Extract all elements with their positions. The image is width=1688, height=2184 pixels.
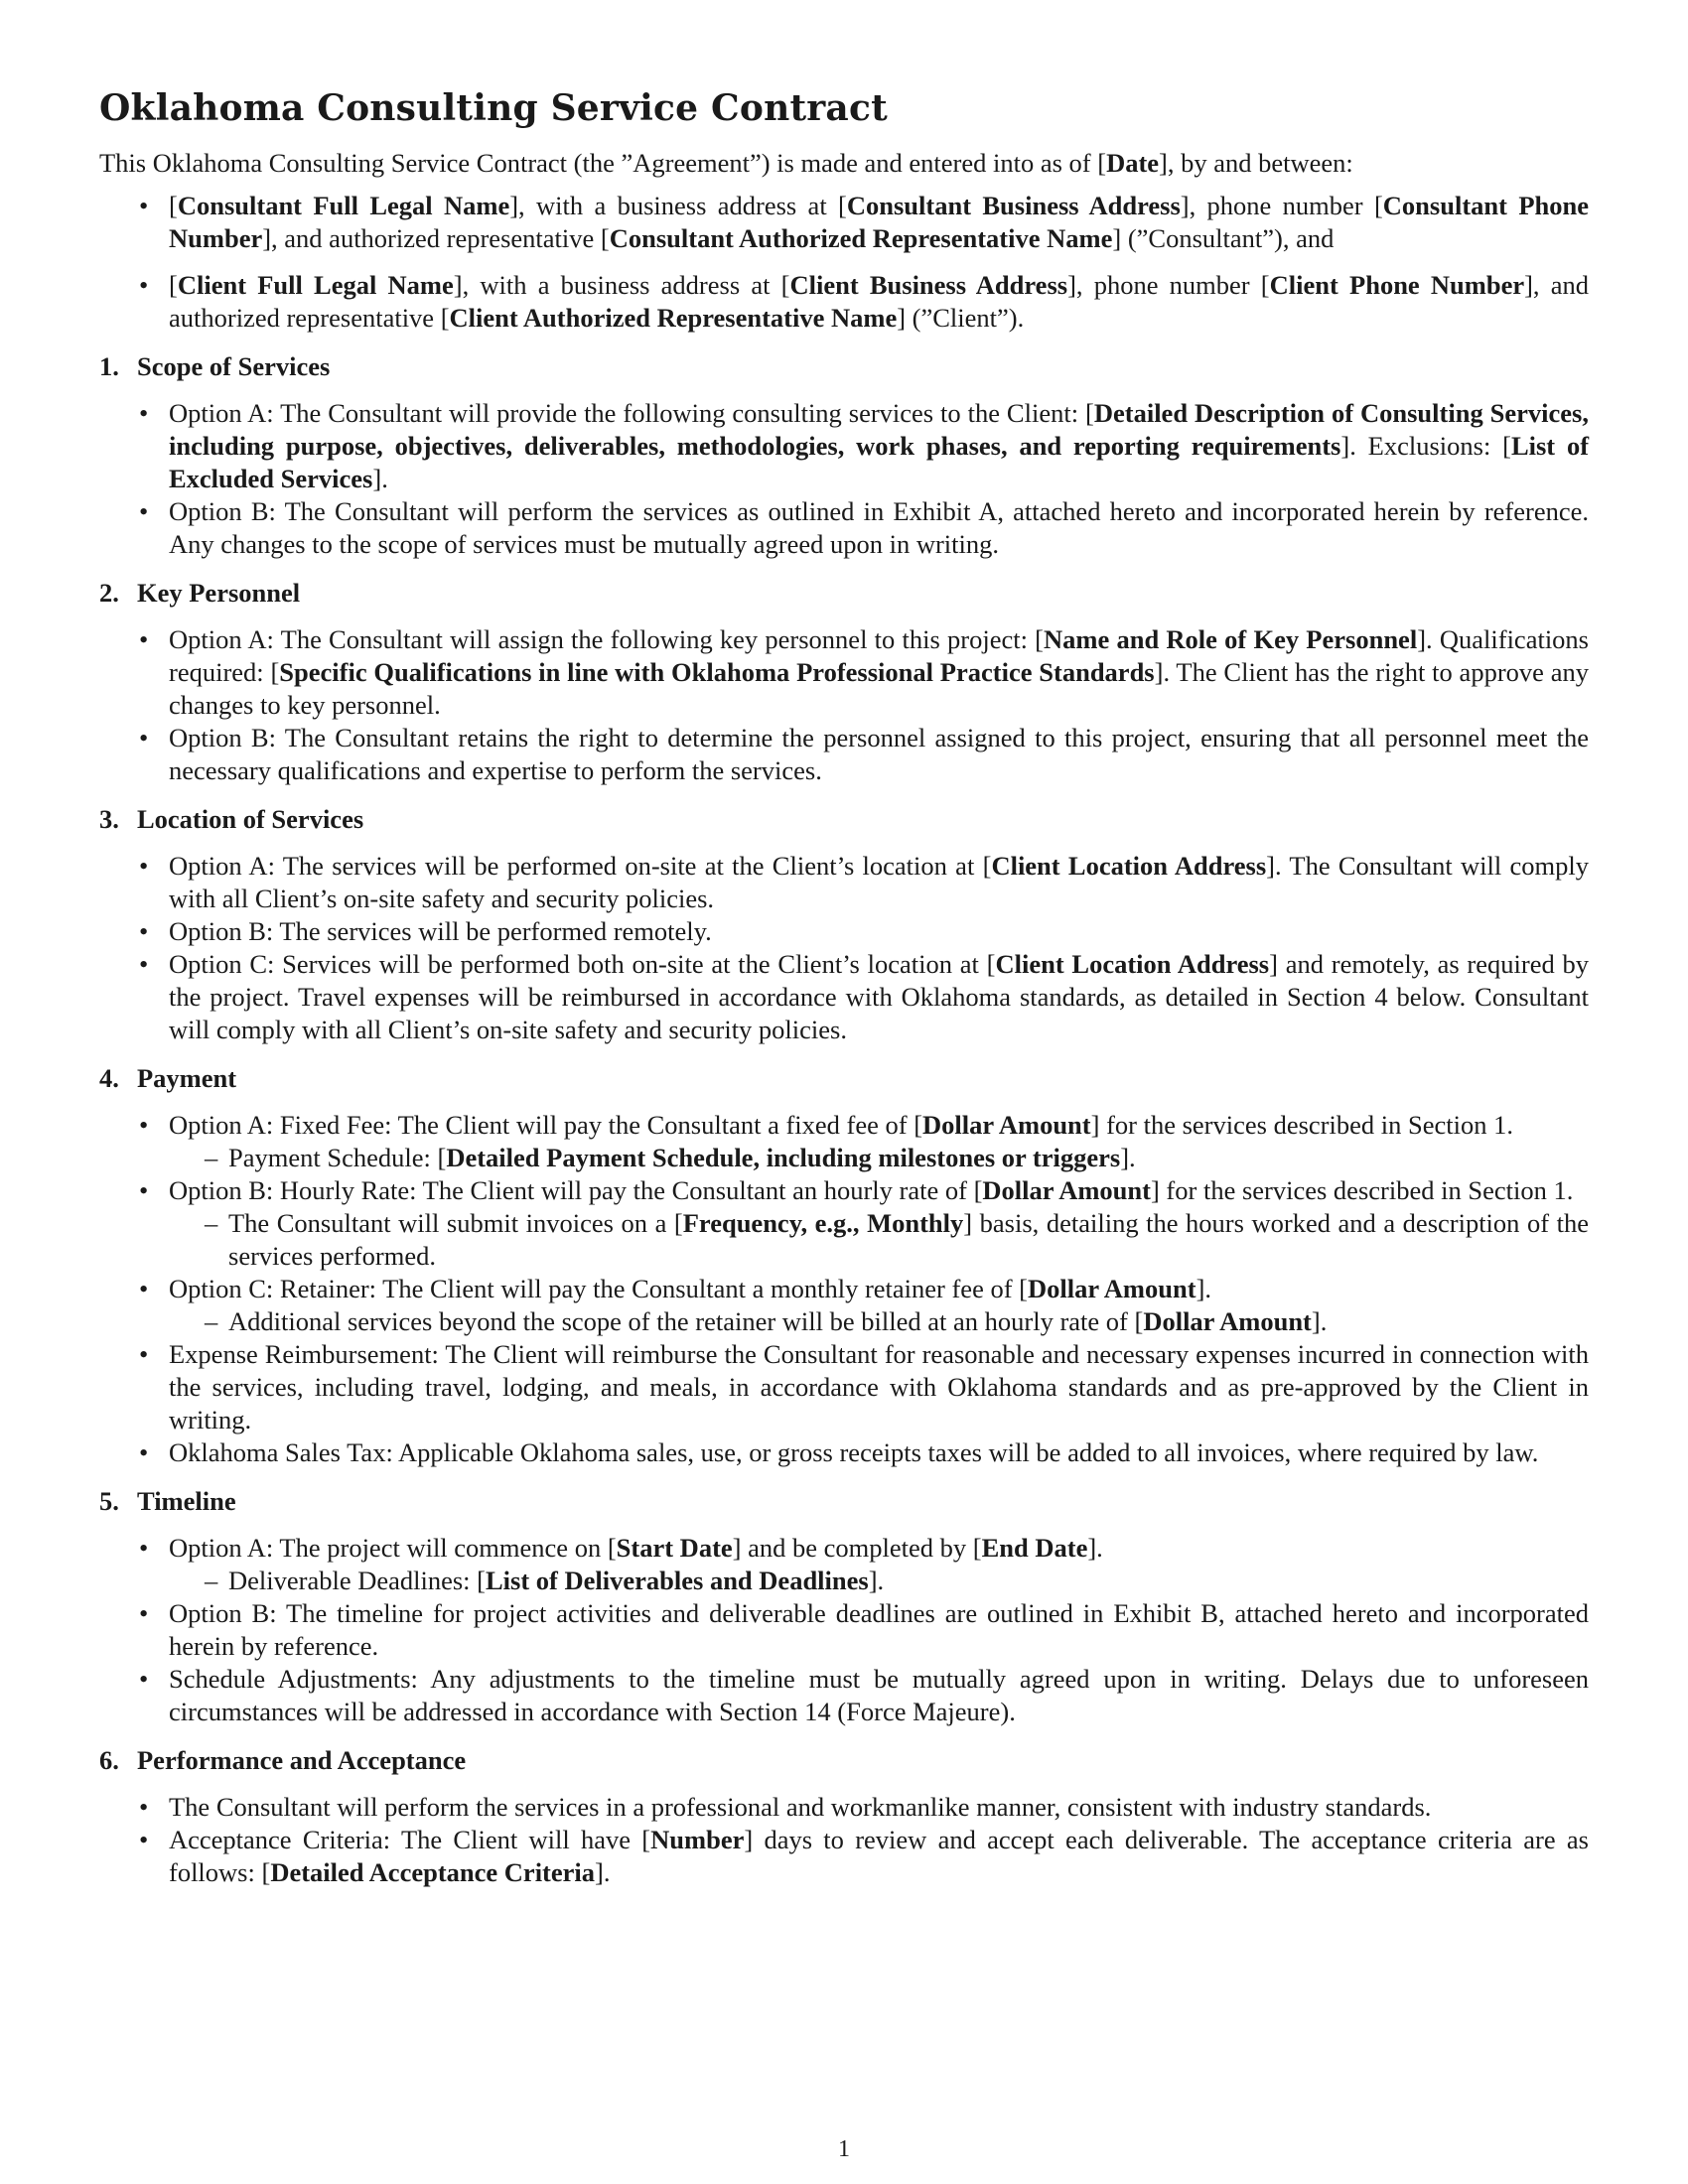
- list-item: • Option B: The Consultant will perform the services as outlined in Exhibit A, attached hereto and incorporated herein by reference. Any changes to the scope of services must be mutually agreed upon in writing.: [99, 495, 1589, 561]
- list-item: • Schedule Adjustments: Any adjustments to the timeline must be mutually agreed upon in writing. Delays due to unforeseen circumstances will be addressed in accordance with Section 14 (Force Majeure).: [99, 1663, 1589, 1728]
- intro-text: This Oklahoma Consulting Service Contract (the ”Agreement”) is made and entered into as of [: [99, 148, 1107, 178]
- placeholder-frequency: Frequency, e.g., Monthly: [682, 1208, 964, 1238]
- page-number: 1: [838, 2136, 850, 2162]
- section-scope-of-services: [99, 350, 1589, 561]
- placeholder-dollar-amount: Dollar Amount: [982, 1175, 1151, 1205]
- placeholder-key-personnel: Name and Role of Key Personnel: [1044, 624, 1418, 654]
- placeholder-dollar-amount: Dollar Amount: [922, 1110, 1091, 1140]
- section-list: [99, 850, 1589, 1046]
- list-item: • Option A: The project will commence on [Start Date] and be completed by [End Date]. – Deliverable Deadlines: [List of Deliverables and Deadlines].: [99, 1532, 1589, 1597]
- sub-list: [169, 1207, 1589, 1273]
- placeholder-consultant-phone: Consultant Phone Number: [169, 191, 1589, 253]
- section-heading: 1. Scope of Services: [99, 351, 331, 381]
- section-payment: [99, 1062, 1589, 1469]
- intro-paragraph: [99, 147, 1589, 180]
- section-location-of-services: [99, 803, 1589, 1046]
- placeholder-start-date: Start Date: [616, 1533, 733, 1563]
- section-heading: 4. Payment: [99, 1063, 237, 1093]
- section-heading: 6. Performance and Acceptance: [99, 1745, 467, 1775]
- placeholder-deliverables: List of Deliverables and Deadlines: [486, 1566, 869, 1595]
- placeholder-services-description: Detailed Description of Consulting Services, including purpose, objectives, deliverables, methodologies, work phases, and reporting requirements: [169, 398, 1589, 461]
- placeholder-consultant-rep: Consultant Authorized Representative Name: [609, 223, 1113, 253]
- placeholder-dollar-amount: Dollar Amount: [1143, 1306, 1312, 1336]
- section-heading: 3. Location of Services: [99, 804, 364, 834]
- placeholder-consultant-address: Consultant Business Address: [846, 191, 1181, 220]
- list-item: • Option A: The Consultant will provide the following consulting services to the Client: [Detailed Description of Consulting Services, including purpose, objectives, deliverables, methodologies, work phases, and reporting requirements]. Exclusions: [List of Excluded Services].: [99, 397, 1589, 495]
- list-item: • Option B: The services will be performed remotely.: [99, 915, 1589, 948]
- placeholder-qualifications: Specific Qualifications in line with Oklahoma Professional Practice Standards: [279, 657, 1155, 687]
- list-item: • Option B: Hourly Rate: The Client will pay the Consultant an hourly rate of [Dollar Amount] for the services described in Section 1. – The Consultant will submit invoices on a [Frequency, e.g., Monthly] basis, detailing the hours worked and a description of the services performed.: [99, 1174, 1589, 1273]
- placeholder-excluded-services: List of Excluded Services: [169, 431, 1590, 493]
- sub-list-item: – Deliverable Deadlines: [List of Deliverables and Deadlines].: [169, 1565, 1589, 1597]
- list-item: • Option C: Services will be performed both on-site at the Client’s location at [Client Location Address] and remotely, as required by the project. Travel expenses will be reimbursed in accordance with Oklahoma standards, as detailed in Section 4 below. Consultant will comply with all Client’s on-site safety and security policies.: [99, 948, 1589, 1046]
- party-client: • [Client Full Legal Name], with a business address at [Client Business Address], phone number [Client Phone Number], and authorized representative [Client Authorized Representative Name] (”Client”).: [99, 269, 1589, 335]
- list-item: • Option A: Fixed Fee: The Client will pay the Consultant a fixed fee of [Dollar Amount] for the services described in Section 1. – Payment Schedule: [Detailed Payment Schedule, including milestones or triggers].: [99, 1109, 1589, 1174]
- placeholder-client-address: Client Business Address: [789, 270, 1068, 300]
- section-key-personnel: [99, 577, 1589, 787]
- placeholder-payment-schedule: Detailed Payment Schedule, including milestones or triggers: [446, 1143, 1121, 1172]
- section-performance-and-acceptance: [99, 1744, 1589, 1889]
- placeholder-acceptance-criteria: Detailed Acceptance Criteria: [270, 1857, 596, 1887]
- section-list: [99, 1109, 1589, 1469]
- sub-list-item: – The Consultant will submit invoices on a [Frequency, e.g., Monthly] basis, detailing the hours worked and a description of the services performed.: [169, 1207, 1589, 1273]
- list-item: • Option B: The timeline for project activities and deliverable deadlines are outlined in Exhibit B, attached hereto and incorporated herein by reference.: [99, 1597, 1589, 1663]
- list-item: • Acceptance Criteria: The Client will have [Number] days to review and accept each deliverable. The acceptance criteria are as follows: [Detailed Acceptance Criteria].: [99, 1824, 1589, 1889]
- section-list: [99, 1532, 1589, 1728]
- placeholder-client-phone: Client Phone Number: [1269, 270, 1525, 300]
- section-timeline: [99, 1485, 1589, 1728]
- placeholder-client-name: Client Full Legal Name: [177, 270, 454, 300]
- sub-list-item: – Payment Schedule: [Detailed Payment Schedule, including milestones or triggers].: [169, 1142, 1589, 1174]
- document-title: Oklahoma Consulting Service Contract: [99, 87, 888, 129]
- document-page: [99, 87, 1589, 1889]
- list-item: • Option A: The Consultant will assign the following key personnel to this project: [Name and Role of Key Personnel]. Qualifications required: [Specific Qualifications in line with Oklahoma Professional Practice Standards]. The Client has the right to approve any changes to key personnel.: [99, 623, 1589, 722]
- list-item: • Option C: Retainer: The Client will pay the Consultant a monthly retainer fee of [Dollar Amount]. – Additional services beyond the scope of the retainer will be billed at an hourly rate of [Dollar Amount].: [99, 1273, 1589, 1338]
- section-heading: 2. Key Personnel: [99, 578, 301, 608]
- list-item: • Option B: The Consultant retains the right to determine the personnel assigned to this project, ensuring that all personnel meet the necessary qualifications and expertise to perform the services.: [99, 722, 1589, 787]
- section-list: [99, 623, 1589, 787]
- placeholder-client-rep: Client Authorized Representative Name: [449, 303, 898, 333]
- sub-list: [169, 1305, 1589, 1338]
- party-consultant: • [Consultant Full Legal Name], with a business address at [Consultant Business Address], phone number [Consultant Phone Number], and authorized representative [Consultant Authorized Representative Name] (”Consultant”), and: [99, 190, 1589, 255]
- sub-list-item: – Additional services beyond the scope of the retainer will be billed at an hourly rate of [Dollar Amount].: [169, 1305, 1589, 1338]
- intro-text-end: ], by and between:: [1159, 148, 1353, 178]
- sub-list: [169, 1565, 1589, 1597]
- placeholder-client-location: Client Location Address: [995, 949, 1270, 979]
- placeholder-consultant-name: Consultant Full Legal Name: [177, 191, 510, 220]
- parties-list: [99, 190, 1589, 335]
- section-heading: 5. Timeline: [99, 1486, 236, 1516]
- list-item: • Option A: The services will be performed on-site at the Client’s location at [Client Location Address]. The Consultant will comply with all Client’s on-site safety and security policies.: [99, 850, 1589, 915]
- placeholder-number: Number: [650, 1825, 745, 1854]
- placeholder-client-location: Client Location Address: [991, 851, 1267, 881]
- list-item: • The Consultant will perform the services in a professional and workmanlike manner, consistent with industry standards.: [99, 1791, 1589, 1824]
- placeholder-end-date: End Date: [981, 1533, 1088, 1563]
- section-list: [99, 1791, 1589, 1889]
- placeholder-dollar-amount: Dollar Amount: [1027, 1274, 1196, 1303]
- sub-list: [169, 1142, 1589, 1174]
- section-list: [99, 397, 1589, 561]
- list-item: • Expense Reimbursement: The Client will reimburse the Consultant for reasonable and necessary expenses incurred in connection with the services, including travel, lodging, and meals, in accordance with Oklahoma standards and as pre-approved by the Client in writing.: [99, 1338, 1589, 1436]
- list-item: • Oklahoma Sales Tax: Applicable Oklahoma sales, use, or gross receipts taxes will be added to all invoices, where required by law.: [99, 1436, 1589, 1469]
- placeholder-date: Date: [1106, 148, 1160, 178]
